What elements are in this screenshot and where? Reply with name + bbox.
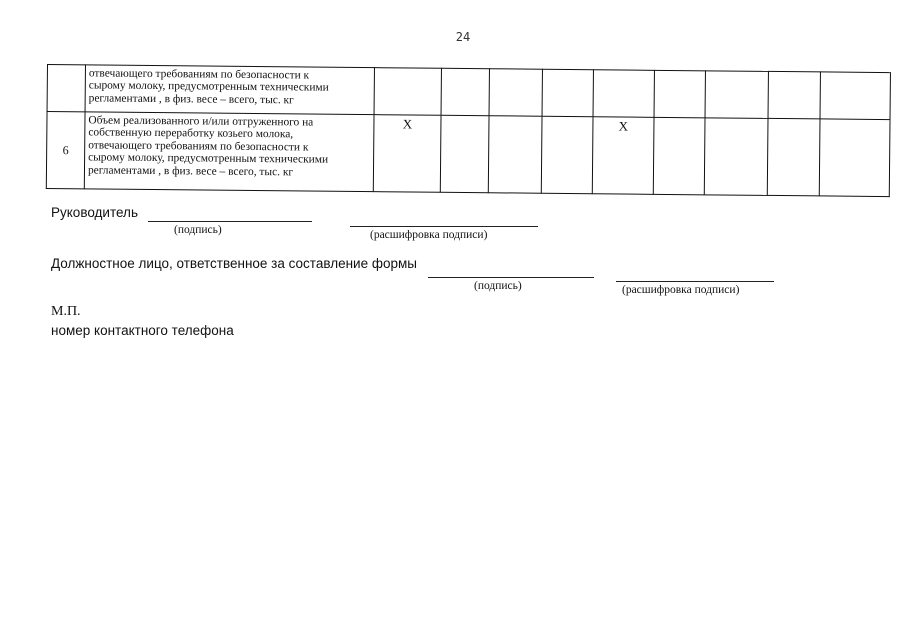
row-description: отвечающего требованиям по безопасности к сырому молоку, предусмотренным техническими регламентами , в физ. весе – всего, тыс. кг [85, 65, 374, 115]
table-cell [541, 116, 593, 193]
table-cell [820, 72, 890, 120]
table-cell [654, 70, 705, 117]
table-row [47, 65, 890, 120]
responsible-label: Должностное лицо, ответственное за составление формы [51, 256, 417, 271]
phone-label: номер контактного телефона [51, 323, 234, 338]
responsible-signature-line [428, 277, 594, 278]
table-cell [767, 118, 820, 195]
table-cell [768, 71, 820, 118]
table-cell [704, 118, 768, 196]
responsible-signature-hint: (подпись) [474, 280, 522, 292]
table-cell [593, 70, 654, 118]
table-cell-x-mark: X [592, 117, 654, 195]
head-label: Руководитель [51, 205, 138, 220]
head-decoding-line [350, 226, 538, 227]
table-cell [488, 116, 542, 194]
table-row [46, 112, 890, 197]
page-number: 24 [455, 30, 471, 44]
table-cell [440, 115, 489, 192]
row-number: 6 [46, 112, 85, 189]
head-decoding-hint: (расшифровка подписи) [370, 229, 488, 241]
row-number [47, 65, 85, 112]
table-cell [542, 69, 593, 116]
row-description: Объем реализованного и/или отгруженного на собственную переработку козьего молока, отвечающего требованиям по безопасности к сырому молоку, предусмотренным техническими регламентами , в физ. весе – всего, тыс. кг [84, 112, 374, 192]
table-cell [819, 119, 890, 197]
table-cell [441, 68, 489, 115]
form-table [46, 64, 890, 196]
responsible-decoding-line [616, 281, 774, 282]
table-cell [705, 71, 768, 119]
head-signature-line [148, 221, 312, 222]
head-signature-hint: (подпись) [174, 224, 222, 236]
table-cell [489, 69, 542, 117]
table-cell-x-mark: X [373, 115, 441, 193]
table-cell [653, 117, 705, 194]
responsible-decoding-hint: (расшифровка подписи) [622, 284, 740, 296]
stamp-label: М.П. [51, 304, 81, 319]
table-cell [374, 68, 441, 116]
